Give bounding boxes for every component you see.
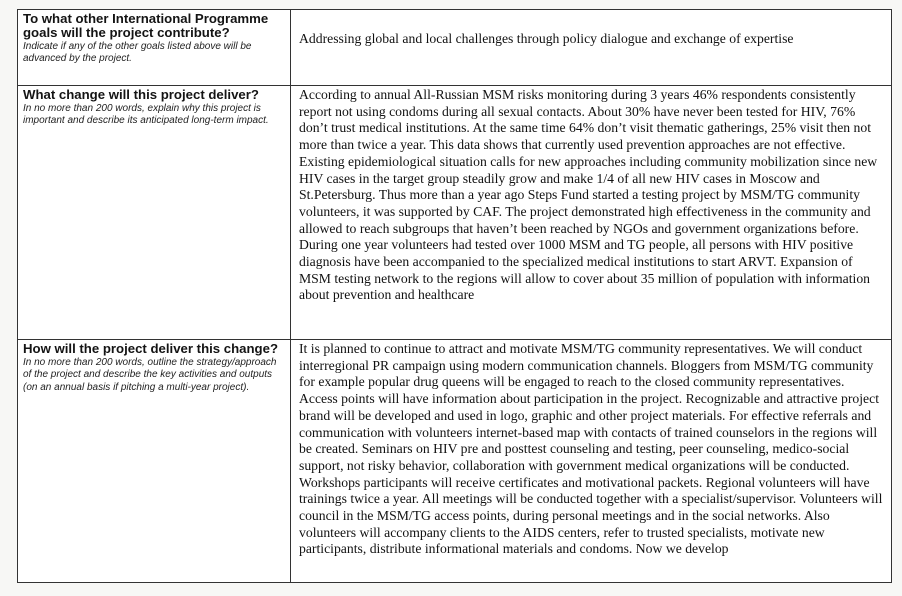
question-title: What change will this project deliver?: [23, 87, 259, 102]
application-form-table: [17, 9, 892, 583]
answer-cell: [291, 340, 892, 583]
form-row-delivery: [18, 340, 892, 583]
answer-text: Addressing global and local challenges through policy dialogue and exchange of expertise: [299, 31, 794, 46]
question-cell: [18, 86, 291, 340]
answer-cell: [291, 10, 892, 86]
question-hint: Indicate if any of the other goals listed above will be advanced by the project.: [23, 41, 252, 65]
question-cell: [18, 340, 291, 583]
question-title: To what other International Programme goals will the project contribute?: [23, 11, 269, 40]
form-row-other-goals: [18, 10, 892, 86]
question-hint: In no more than 200 words, explain why this project is important and describe its anticipated long-term impact.: [23, 103, 269, 127]
answer-cell: [291, 86, 892, 340]
form-row-change: [18, 86, 892, 340]
answer-text: According to annual All-Russian MSM risks monitoring during 3 years 46% respondents consistently report not using condoms during all sexual contacts. About 30% have never been tested for HIV, 76% don’t trust medical institutions. At the same time 64% don’t visit thematic gatherings, 25% visit then not more than twice a year. This data shows that currently used prevention approaches are not effective. Existing epidemiological situation calls for new approaches including community mobilization since new HIV cases in the target group steadily grow and make 1/4 of all new HIV cases in Moscow and St.Petersburg. Thus more than a year ago Steps Fund started a testing project by MSM/TG community volunteers, it was supported by CAF. The project demonstrated high effectiveness in the community and allowed to reach subgroups that haven’t been reached by NGOs and government organizations before. During one year volunteers had tested over 1000 MSM and TG people, all persons with HIV positive diagnosis have been accompanied to the specialized medical institutions to start ARVT. Expansion of MSM testing network to the regions will allow to cover about 35 million of population with information about prevention and healthcare: [299, 87, 878, 303]
question-hint: In no more than 200 words, outline the strategy/approach of the project and describe the key activities and outputs (on an annual basis if pitching a multi-year project).: [23, 357, 277, 393]
question-title: How will the project deliver this change?: [23, 341, 279, 356]
question-cell: [18, 10, 291, 86]
answer-text: It is planned to continue to attract and motivate MSM/TG community representatives. We will conduct interregional PR campaign using modern communication channels. Bloggers from MSM/TG community for example popular drug queens will be engaged to reach to the closed community representatives. Access points will have information about participation in the project. Recognizable and attractive project brand will be developed and used in logo, graphic and other project materials. For effective referrals and communication with volunteers internet-based map with contacts of trained counselors in the regions will be created. Seminars on HIV pre and posttest counseling and testing, peer counseling, medico-social support, not risky behavior, collaboration with government medical organizations will be conducted. Workshops participants will receive certificates and motivational packets. Regional volunteers will have trainings twice a year. All meetings will be conducted together with a specialist/supervisor. Volunteers will council in the MSM/TG access points, during personal meetings and in the social networks. Also volunteers will accompany clients to the AIDS centers, refer to trusted specialists, motivate new participants, distribute informational materials and condoms. Now we develop: [299, 341, 883, 557]
